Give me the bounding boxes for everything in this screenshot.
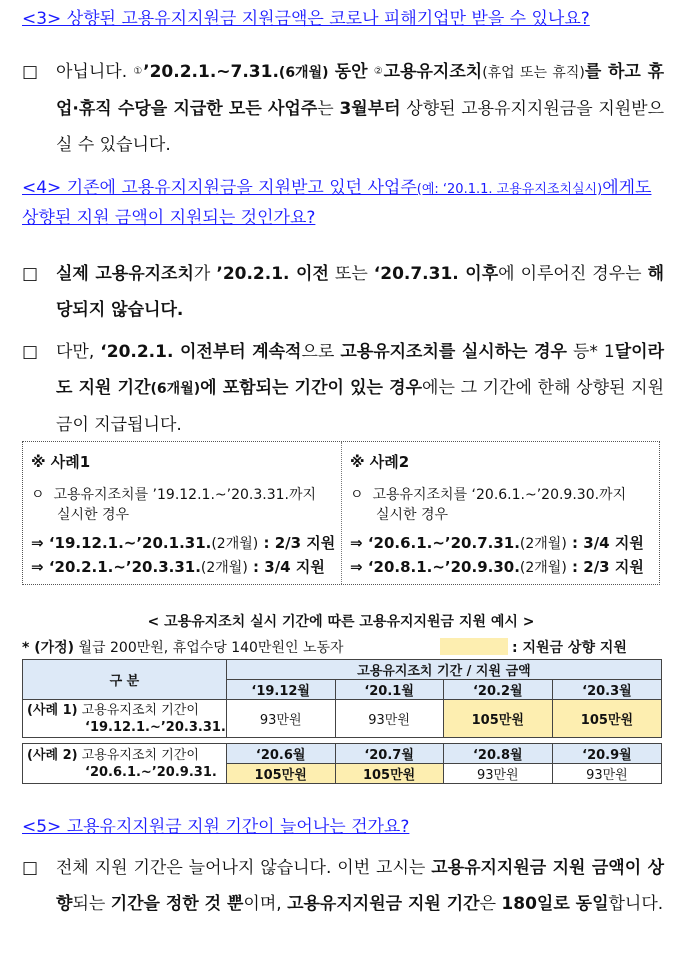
month-header: ‘20.3월 — [552, 680, 661, 700]
months: (2개월) — [519, 560, 567, 576]
answer-text: 고용유지조치 — [340, 342, 439, 362]
circled-two: ② — [373, 66, 384, 77]
arrow-icon: ⇒ — [350, 558, 363, 576]
row-label-period: ‘20.6.1.~’20.9.31. — [85, 764, 217, 780]
answer-text: 기간을 정한 것 뿐 — [110, 894, 244, 914]
arrow-icon: ⇒ — [31, 534, 44, 552]
table-cell-highlight: 105만원 — [226, 764, 335, 784]
month-header: ‘19.12월 — [226, 680, 335, 700]
separator: : — [253, 558, 260, 576]
checkbox-icon: □ — [22, 264, 39, 284]
period: ‘19.12.1.~’20.1.31. — [48, 534, 212, 552]
answer-text: 에 이루어진 경우 — [498, 264, 626, 284]
answer-text: 동안 — [334, 62, 368, 82]
months: (2개월) — [200, 560, 248, 576]
checkbox-icon: □ — [22, 858, 39, 878]
case-2-line2: 실시한 경우 — [376, 507, 449, 523]
column-header: 구 분 — [23, 660, 227, 700]
answer-3 — [22, 54, 664, 163]
answer-text: 상향된 고용유지지원금을 지원받으실 수 있습니다. — [56, 99, 665, 155]
table-caption: < 고용유지조치 실시 기간에 따른 고용유지지원금 지원 예시 > — [147, 614, 535, 630]
case-1-line2: 실시한 경우 — [57, 507, 130, 523]
case-1-result-2 — [31, 556, 325, 577]
case-1-heading: ※ 사례1 — [31, 453, 91, 471]
separator: : — [572, 558, 579, 576]
answer-text: ‘20.2.1. 이전부터 계속적 — [100, 342, 302, 362]
arrow-icon: ⇒ — [350, 534, 363, 552]
answer-text: 고용유지조치 — [383, 62, 483, 82]
row-label-case: (사례 1) — [27, 702, 78, 718]
answer-text: 180일로 동일 — [501, 894, 609, 914]
separator: : — [572, 534, 579, 552]
answer-text: 해당되지 않습니다. — [56, 264, 665, 320]
case-1 — [23, 442, 342, 584]
example-cases-box — [22, 441, 660, 585]
q4-title-main: <4> 기존에 고용유지지원금을 지원받고 있던 사업주 — [22, 178, 417, 198]
question-4-title — [22, 174, 666, 232]
legend-swatch — [440, 638, 508, 655]
answer-text: ‘20.7.31. 이후 — [373, 264, 499, 284]
answer-4-1 — [22, 256, 664, 328]
row-label — [23, 700, 227, 738]
answer-text: (6개월) — [150, 381, 201, 397]
month-header: ‘20.1월 — [335, 680, 443, 700]
period: ‘20.2.1.~’20.3.31. — [48, 558, 201, 576]
case-2-result-2 — [350, 556, 644, 577]
question-5-title: <5> 고용유지지원금 지원 기간이 늘어나는 건가요? — [22, 817, 410, 837]
answer-text: 고용유지지원금 지원 금액이 상향 — [56, 858, 664, 914]
case-2-result-1 — [350, 532, 644, 553]
table-cell: 93만원 — [552, 764, 661, 784]
case-1-desc — [31, 484, 316, 504]
checkbox-icon: □ — [22, 62, 39, 82]
answer-text: 실제 고용유지조치 — [56, 264, 194, 284]
answer-text: 은 — [479, 894, 496, 914]
month-header: ‘20.6월 — [226, 744, 335, 764]
table-cell: 93만원 — [443, 764, 552, 784]
q4-title-end: 에게도 상향된 지원 금액이 지원되는 것인가요? — [22, 178, 652, 228]
answer-text: 를 하고 휴업·휴직 수당을 지급한 모든 사업주 — [56, 62, 664, 119]
period: ‘20.8.1.~’20.9.30. — [367, 558, 520, 576]
q4-title-example: (예: ‘20.1.1. 고용유지조치실시) — [416, 182, 603, 197]
assumption-text: 월급 200만원, 휴업수당 140만원인 노동자 — [78, 640, 344, 656]
month-header: ‘20.8월 — [443, 744, 552, 764]
answer-text: (휴업 또는 휴직) — [482, 65, 585, 81]
legend-text: : 지원금 상향 지원 — [512, 640, 627, 656]
answer-text: 가 — [193, 264, 211, 284]
answer-text: 고용유지지원금 지원 기간 — [287, 894, 480, 914]
answer-text: 달이라도 지원 기간 — [56, 342, 665, 398]
answer-text: 또는 — [334, 264, 368, 284]
answer-text: 는 — [625, 264, 642, 284]
row-label-text: 고용유지조치 기간이 — [81, 702, 199, 718]
row-label — [23, 744, 227, 784]
case-1-result-1 — [31, 532, 335, 553]
separator: : — [263, 534, 270, 552]
group-header: 고용유지조치 기간 / 지원 금액 — [226, 660, 661, 680]
row-label-case: (사례 2) — [27, 747, 78, 763]
answer-text: 3월부터 — [339, 99, 401, 119]
bullet-icon: ㅇ — [350, 487, 364, 503]
case-2-desc — [350, 484, 626, 504]
ratio: 2/3 지원 — [583, 558, 644, 576]
answer-text: 이 지급됩니다. — [72, 415, 182, 435]
row-label-text: 고용유지조치 기간이 — [81, 747, 199, 763]
answer-text: 전체 지원 기간은 늘어나지 않습니다. 이번 고시는 — [56, 858, 426, 878]
answer-text: 에는 그 기간에 한해 상향된 지원금 — [56, 378, 664, 435]
ratio: 3/4 지원 — [264, 558, 325, 576]
answer-text: 되는 — [72, 894, 106, 914]
table-cell-highlight: 105만원 — [335, 764, 443, 784]
table-cell: 93만원 — [226, 700, 335, 738]
ratio: 3/4 지원 — [583, 534, 644, 552]
table-row — [23, 700, 662, 738]
answer-text: 다만, — [56, 342, 95, 362]
question-3-title: <3> 상향된 고용유지지원금 지원금액은 코로나 피해기업만 받을 수 있나요? — [22, 9, 590, 29]
table-cell-highlight: 105만원 — [443, 700, 552, 738]
answer-text: 는 — [317, 99, 334, 119]
months: (2개월) — [519, 536, 567, 552]
case-2 — [342, 442, 660, 584]
answer-text: 이며, — [243, 894, 282, 914]
month-header: ‘20.2월 — [443, 680, 552, 700]
answer-text: 으로 — [301, 342, 335, 362]
case-1-line1: 고용유지조치를 ’19.12.1.~’20.3.31.까지 — [53, 487, 317, 503]
answer-period: ’20.2.1.~7.31. — [143, 62, 279, 82]
answer-5 — [22, 850, 664, 922]
answer-text: 등* 1 — [572, 342, 615, 362]
month-header: ‘20.7월 — [335, 744, 443, 764]
answer-text: ’20.2.1. 이전 — [216, 264, 329, 284]
circled-one: ① — [133, 66, 144, 77]
checkbox-icon: □ — [22, 342, 39, 362]
ratio: 2/3 지원 — [274, 534, 336, 552]
months: (2개월) — [211, 536, 259, 552]
table-cell: 93만원 — [335, 700, 443, 738]
support-example-table — [22, 659, 662, 784]
period: ‘20.6.1.~’20.7.31. — [367, 534, 520, 552]
row-label-period: ‘19.12.1.~’20.3.31. — [85, 719, 226, 735]
assumption — [22, 637, 344, 657]
answer-text: 아닙니다. — [56, 62, 128, 82]
answer-text: 를 실시하는 경우 — [438, 342, 567, 362]
table-cell-highlight: 105만원 — [552, 700, 661, 738]
case-2-line1: 고용유지조치를 ‘20.6.1.~’20.9.30.까지 — [372, 487, 627, 503]
case-2-heading: ※ 사례2 — [350, 453, 410, 471]
month-header: ‘20.9월 — [552, 744, 661, 764]
answer-text: 에 포함되는 기간이 있는 경우 — [200, 378, 423, 398]
bullet-icon: ㅇ — [31, 487, 45, 503]
assumption-label: * (가정) — [22, 640, 75, 656]
arrow-icon: ⇒ — [31, 558, 44, 576]
answer-4-2 — [22, 334, 664, 443]
answer-text: 합니다. — [608, 894, 664, 914]
answer-months: (6개월) — [278, 65, 329, 81]
